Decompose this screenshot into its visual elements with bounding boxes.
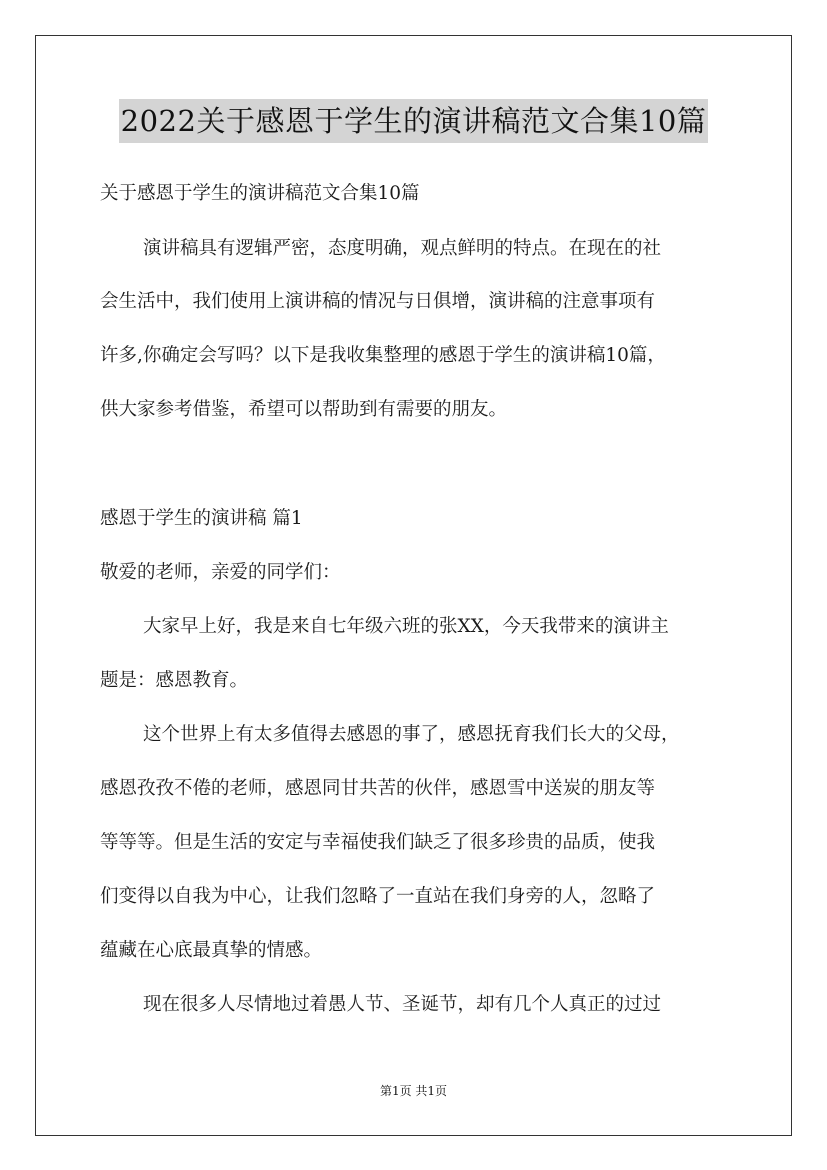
paragraph2-line-2: 感恩孜孜不倦的老师，感恩同甘共苦的伙伴，感恩雪中送炭的朋友等: [100, 778, 656, 799]
section-heading: 感恩于学生的演讲稿 篇1: [100, 508, 303, 529]
intro-line-4: 供大家参考借鉴，希望可以帮助到有需要的朋友。: [100, 399, 508, 420]
page-footer: 第1页 共1页: [379, 1084, 448, 1098]
document-title: 2022关于感恩于学生的演讲稿范文合集10篇: [119, 99, 709, 143]
paragraph2-line-1: 这个世界上有太多值得去感恩的事了，感恩抚育我们长大的父母，: [143, 724, 680, 745]
paragraph1-line-2: 题是：感恩教育。: [100, 670, 249, 691]
document-subtitle: 关于感恩于学生的演讲稿范文合集10篇: [100, 183, 420, 204]
intro-line-2: 会生活中，我们使用上演讲稿的情况与日俱增，演讲稿的注意事项有: [100, 291, 656, 312]
paragraph1-line-1: 大家早上好，我是来自七年级六班的张XX，今天我带来的演讲主: [143, 616, 669, 637]
title-block: [0, 99, 827, 143]
intro-line-1: 演讲稿具有逻辑严密，态度明确，观点鲜明的特点。在现在的社: [143, 238, 662, 259]
paragraph2-line-5: 蕴藏在心底最真挚的情感。: [100, 940, 323, 961]
paragraph2-line-3: 等等等。但是生活的安定与幸福使我们缺乏了很多珍贵的品质，使我: [100, 832, 656, 853]
greeting: 敬爱的老师，亲爱的同学们：: [100, 562, 341, 583]
paragraph3-line-1: 现在很多人尽情地过着愚人节、圣诞节，却有几个人真正的过过: [143, 994, 662, 1015]
paragraph2-line-4: 们变得以自我为中心，让我们忽略了一直站在我们身旁的人，忽略了: [100, 886, 656, 907]
intro-line-3: 许多,你确定会写吗？以下是我收集整理的感恩于学生的演讲稿10篇，: [100, 345, 666, 366]
